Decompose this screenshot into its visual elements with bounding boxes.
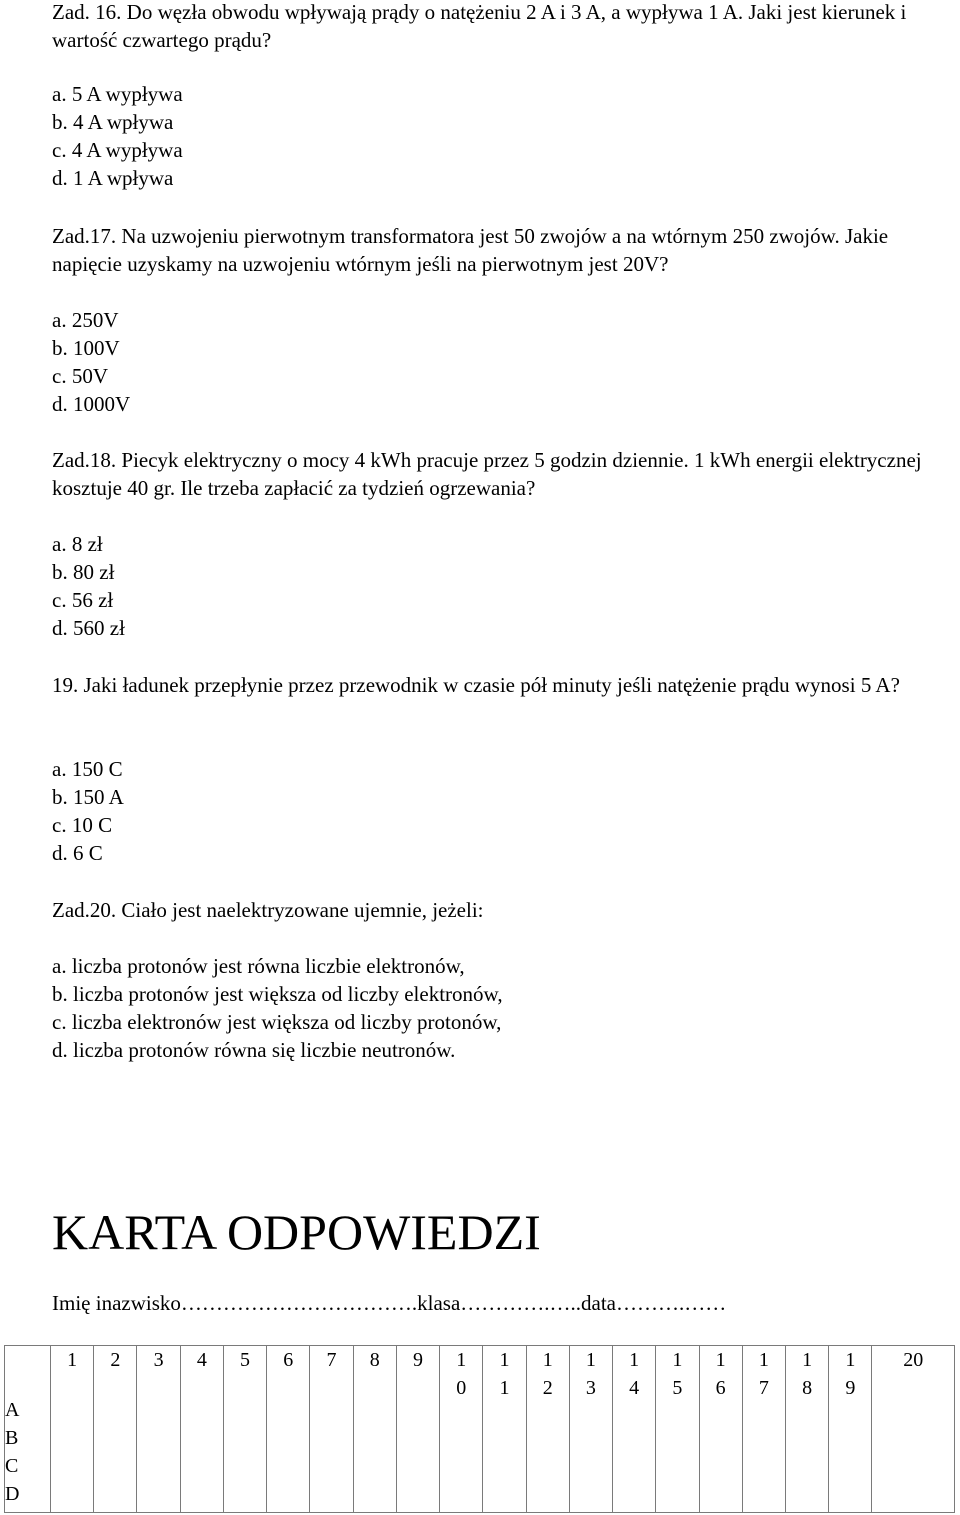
row-label-d: D: [5, 1483, 20, 1505]
option-c: c. 4 A wypływa: [52, 138, 183, 162]
question-18-text: Zad.18. Piecyk elektryczny o mocy 4 kWh pracuje przez 5 godzin dziennie. 1 kWh energii elektrycznej kosztuje 40 gr. Ile trzeba zapłacić za tydzień ogrzewania?: [52, 448, 922, 500]
option-b: b. liczba protonów jest większa od liczby elektronów,: [52, 982, 503, 1006]
option-d: d. liczba protonów równa się liczbie neutronów.: [52, 1038, 456, 1062]
answer-cell-12[interactable]: [526, 1346, 569, 1513]
column-number: 6: [283, 1349, 294, 1371]
column-number-digit: 1: [456, 1349, 467, 1371]
column-number-digit: 8: [802, 1377, 813, 1399]
option-a: a. 8 zł: [52, 532, 103, 556]
answer-cell-2[interactable]: [94, 1346, 137, 1513]
column-number-digit: 6: [715, 1377, 726, 1399]
option-c: c. 10 C: [52, 813, 113, 837]
column-number-digit: 5: [672, 1377, 683, 1399]
answer-cell-20[interactable]: [872, 1346, 955, 1513]
answer-cell-8[interactable]: [353, 1346, 396, 1513]
answer-cell-5[interactable]: [223, 1346, 266, 1513]
row-label-a: A: [5, 1399, 20, 1421]
question-18-options: [52, 530, 125, 642]
answer-cell-7[interactable]: [310, 1346, 353, 1513]
column-number-digit: 1: [758, 1349, 769, 1371]
option-a: a. 5 A wypływa: [52, 82, 183, 106]
question-20-text: Zad.20. Ciało jest naelektryzowane ujemnie, jeżeli:: [52, 898, 484, 922]
option-c: c. 56 zł: [52, 588, 114, 612]
column-number: 2: [110, 1349, 121, 1371]
column-number: 3: [153, 1349, 164, 1371]
question-17-options: [52, 306, 130, 418]
answer-cell-13[interactable]: [569, 1346, 612, 1513]
option-a: a. 250V: [52, 308, 119, 332]
option-c: c. 50V: [52, 364, 108, 388]
column-number-digit: 1: [499, 1349, 510, 1371]
answer-cell-1[interactable]: [51, 1346, 94, 1513]
column-number-digit: 4: [629, 1377, 640, 1399]
answer-cell-11[interactable]: [483, 1346, 526, 1513]
row-labels-cell: [5, 1346, 51, 1513]
column-number: 1: [67, 1349, 78, 1371]
question-16-text: Zad. 16. Do węzła obwodu wpływają prądy o natężeniu 2 A i 3 A, a wypływa 1 A. Jaki jest kierunek i wartość czwartego prądu?: [52, 0, 907, 52]
column-number-digit: 1: [802, 1349, 813, 1371]
question-17-text: Zad.17. Na uzwojeniu pierwotnym transformatora jest 50 zwojów a na wtórnym 250 zwojów. Jakie napięcie uzyskamy na uzwojeniu wtórnym jeśli na pierwotnym jest 20V?: [52, 224, 889, 276]
option-d: d. 560 zł: [52, 616, 125, 640]
answer-cell-19[interactable]: [829, 1346, 872, 1513]
column-number: 7: [326, 1349, 337, 1371]
column-number-digit: 2: [542, 1377, 553, 1399]
column-number-digit: 1: [845, 1349, 856, 1371]
question-20-options: [52, 952, 503, 1064]
column-number-digit: 1: [715, 1349, 726, 1371]
column-number-digit: 9: [845, 1377, 856, 1399]
question-19-text: 19. Jaki ładunek przepłynie przez przewodnik w czasie pół minuty jeśli natężenie prądu wynosi 5 A?: [52, 673, 900, 697]
answer-cell-6[interactable]: [267, 1346, 310, 1513]
row-label-c: C: [5, 1455, 19, 1477]
answer-cell-15[interactable]: [656, 1346, 699, 1513]
answer-cell-14[interactable]: [613, 1346, 656, 1513]
column-number-digit: 7: [758, 1377, 769, 1399]
option-b: b. 150 A: [52, 785, 124, 809]
column-number: 8: [369, 1349, 380, 1371]
question-16-options: [52, 80, 183, 192]
column-number: 5: [240, 1349, 251, 1371]
column-number-digit: 1: [629, 1349, 640, 1371]
answer-grid-row: [5, 1346, 955, 1513]
name-class-date-line: Imię inazwisko…………………………….klasa………….…..data……….……: [52, 1291, 727, 1315]
column-number-digit: 1: [542, 1349, 553, 1371]
answer-cell-10[interactable]: [440, 1346, 483, 1513]
option-d: d. 1000V: [52, 392, 131, 416]
column-number: 4: [196, 1349, 207, 1371]
option-d: d. 6 C: [52, 841, 103, 865]
option-c: c. liczba elektronów jest większa od liczby protonów,: [52, 1010, 502, 1034]
column-number: 9: [412, 1349, 423, 1371]
option-b: b. 100V: [52, 336, 120, 360]
question-19-options: [52, 755, 124, 867]
column-number-digit: 1: [585, 1349, 596, 1371]
answer-cell-17[interactable]: [742, 1346, 785, 1513]
answer-cell-3[interactable]: [137, 1346, 180, 1513]
option-d: d. 1 A wpływa: [52, 166, 174, 190]
answer-sheet-title: KARTA ODPOWIEDZI: [52, 1204, 541, 1260]
column-number: 20: [903, 1349, 924, 1371]
answer-cell-18[interactable]: [785, 1346, 828, 1513]
answer-cell-4[interactable]: [180, 1346, 223, 1513]
row-label-b: B: [5, 1427, 19, 1449]
option-a: a. liczba protonów jest równa liczbie elektronów,: [52, 954, 465, 978]
option-b: b. 4 A wpływa: [52, 110, 174, 134]
column-number-digit: 3: [585, 1377, 596, 1399]
answer-grid: [4, 1345, 955, 1513]
option-a: a. 150 C: [52, 757, 123, 781]
answer-cell-16[interactable]: [699, 1346, 742, 1513]
answer-cell-9[interactable]: [396, 1346, 439, 1513]
column-number-digit: 1: [499, 1377, 510, 1399]
option-b: b. 80 zł: [52, 560, 115, 584]
column-number-digit: 0: [456, 1377, 467, 1399]
column-number-digit: 1: [672, 1349, 683, 1371]
